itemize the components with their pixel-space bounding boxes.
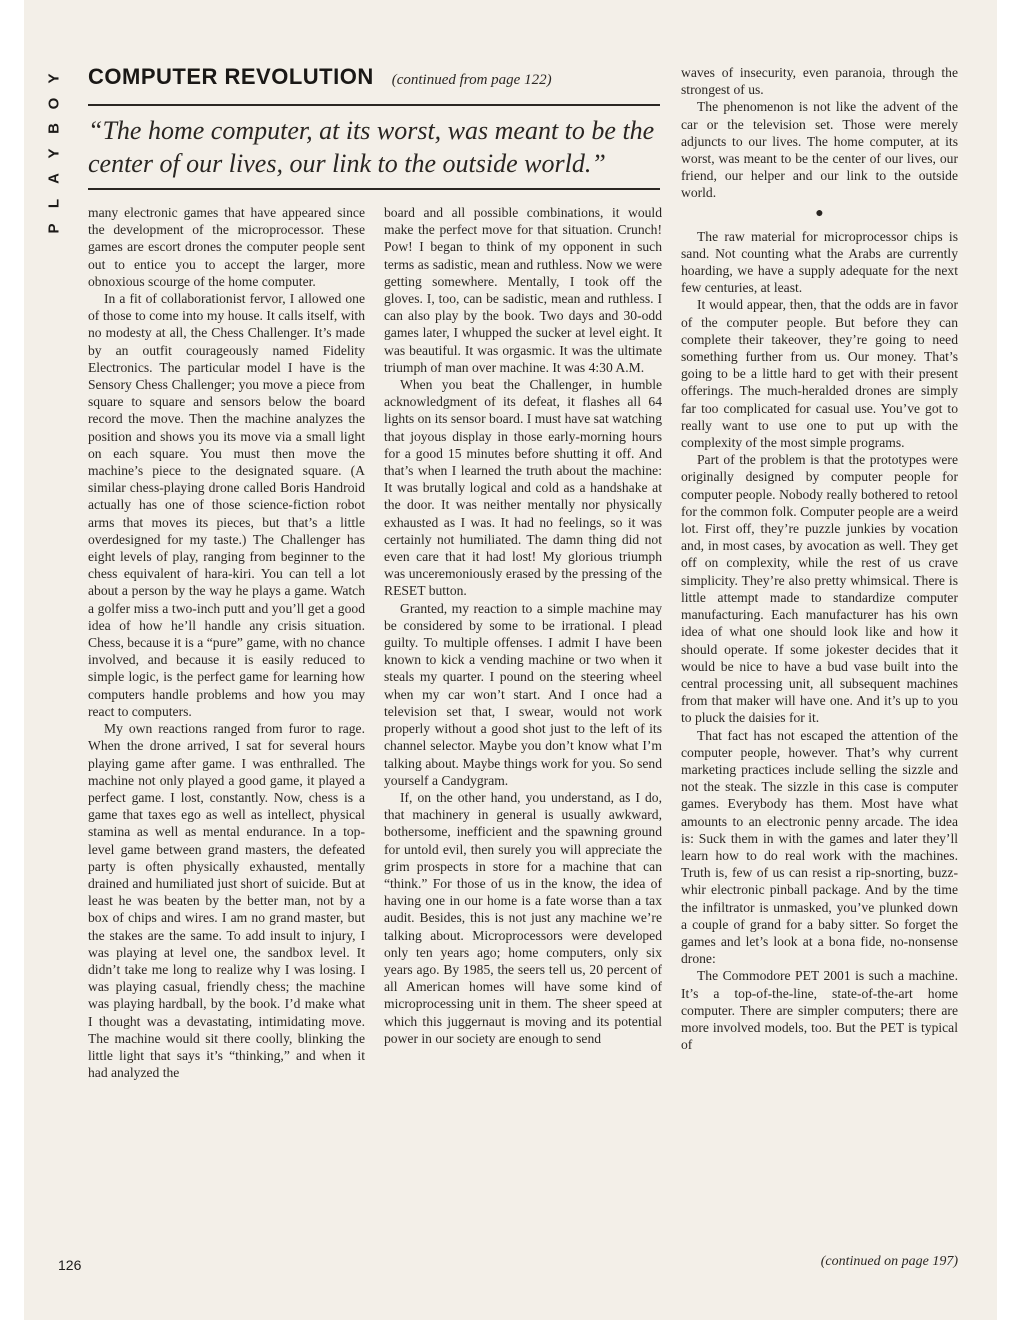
text-column-3 bbox=[681, 64, 958, 1256]
paragraph: The phenomenon is not like the advent of the car or the television set. Those were merely adjuncts to our lives. The home computer, at its worst, was meant to be the center of our lives, our friend, our helper and our link to the outside world. bbox=[681, 99, 958, 201]
magazine-name-vertical bbox=[45, 66, 70, 241]
section-break-dot: ● bbox=[815, 205, 824, 221]
paragraph: When you beat the Challenger, in humble acknowledgment of its defeat, it flashes all 64 lights on its sensor board. I must have sat watching that joyous display in those early-morning hours for a good 15 minutes before shutting it off. And that’s when I learned the truth about the machine: It was brutally logical and cold as a handshake at the door. It was neither mentally nor physically exhausted as I was. It had no feelings, so it was certainly not humiliated. The damn thing did not even care that it had lost! My glorious triumph was unceremoniously erased by the pressing of the RESET button. bbox=[384, 377, 662, 599]
paragraph: In a fit of collaborationist fervor, I allowed one of those to come into my house. It calls itself, with no modesty at all, the Chess Challenger. It’s made by an outfit courageously named Fidelity Electronics. The particular model I have is the Sensory Chess Challenger; you move a piece from square to square and sensors below the board record the move. Then the machine analyzes the position and shows you its move via a small light on each square. You must then move the machine’s piece to the designated square. (A similar chess-playing drone called Boris Handroid actually has one of those science-fiction robot arms that moves its pieces, but that’s a little overdesigned for my taste.) The Challenger has eight levels of play, ranging from beginner to the chess equivalent of hara-kiri. You can tell a lot about a person by the way he plays a game. Watch a golfer miss a two-inch putt and you’ll get a good idea of how he’ll handle any crisis situation. Chess, because it is a “pure” game, with no chance involved, and because it is easily reduced to simple logic, is the perfect game for learning how computers handle problems and how you may react to computers. bbox=[88, 291, 365, 719]
continued-from-note: (continued from page 122) bbox=[391, 72, 552, 88]
header-rule-bottom bbox=[88, 188, 660, 190]
page-number: 126 bbox=[58, 1257, 82, 1273]
paragraph: The raw material for microprocessor chips is sand. Not counting what the Arabs are currently hoarding, we have a supply adequate for the next few centuries, at least. bbox=[681, 228, 958, 296]
paragraph: That fact has not escaped the attention of the computer people, however. That’s why current marketing practices include selling the sizzle and not the steak. The sizzle in this case is computer games. Everybody has them. Most have what amounts to an electronic penny arcade. The idea is: Suck them in with the games and later they’ll learn how to do real work with the machines. Truth is, few of us can resist a rip-snorting, buzz-whir electronic pinball package. And by the time the infiltrator is unmasked, you’ve plunked down a couple of grand for a baby sitter. So forget the games and let’s look at a bona fide, no-nonsense drone: bbox=[681, 727, 958, 967]
paragraph: waves of insecurity, even paranoia, through the strongest of us. bbox=[681, 65, 958, 98]
pull-quote: “The home computer, at its worst, was meant to be the center of our lives, our link to the outside world.” bbox=[88, 116, 655, 178]
paragraph: If, on the other hand, you understand, as I do, that machinery in general is usually awkward, bothersome, inefficient and the spawning ground for untold evil, then surely you will appreciate the grim prospects in store for a machine that can “think.” For those of us in the know, the idea of having one in our home is a fate worse than a tax audit. Besides, this is not just any machine we’re talking about. Microprocessors were developed only ten years ago; home computers, only six years ago. By 1985, the seers tell us, 20 percent of all American homes will have some kind of microprocessing unit in them. The sheer speed at which this juggernaut is moving and its potential power in our society are enough to send bbox=[384, 789, 662, 1046]
article-header bbox=[88, 64, 658, 104]
sidebar-letter: A bbox=[45, 173, 63, 184]
paragraph: The Commodore PET 2001 is such a machine. It’s a top-of-the-line, state-of-the-art home computer. There are simpler computers; there are more involved models, too. But the PET is typical of bbox=[681, 968, 958, 1053]
header-rule-top bbox=[88, 104, 660, 106]
paragraph: It would appear, then, that the odds are in favor of the computer people. But before they can complete their takeover, they’re going to need something further from us. Our money. That’s going to be a little hard to get with their present offerings. The much-heralded drones are simply far too complicated for casual use. You’ve got to really want to use one to put up with the complexity of the most simple programs. bbox=[681, 297, 958, 451]
sidebar-letter: Y bbox=[45, 73, 63, 84]
sidebar-letter: Y bbox=[45, 148, 63, 159]
sidebar-letter: L bbox=[45, 198, 63, 209]
paragraph: My own reactions ranged from furor to rage. When the drone arrived, I sat for several hours playing game after game. I was enthralled. The machine not only played a good game, it played a perfect game. I lost, constantly. Now, chess is a game that taxes ego as well as intellect, physical stamina as well as mental endurance. In a top-level game between grand masters, the defeated party is often physically exhausted, mentally drained and humiliated just short of suicide. But at least he was beaten by the better man, not by a box of chips and wires. I am no grand master, but the stakes are the same. To add insult to injury, I was playing at level one, the sandbox level. It didn’t take me long to realize why I was losing. I was playing casual, friendly chess; the machine was playing hardball, by the book. I’d make what I thought was a devastating, intimidating move. The machine would sit there coolly, blinking the little light that says it’s “thinking,” and when it had analyzed the bbox=[88, 721, 365, 1081]
sidebar-letter: B bbox=[45, 123, 63, 134]
paragraph: board and all possible combinations, it would make the perfect move for that situation. Crunch! Pow! I began to think of my opponent in such terms as sadistic, mean and ruthless. Now we were getting somewhere. Mentally, I took off the gloves. I, too, can be sadistic, mean and ruthless. I can also play by the book. Two days and 30-odd games later, I whupped the sucker at level eight. It was beautiful. It was orgasmic. It was the ultimate triumph of man over machine. It was 4:30 A.M. bbox=[384, 205, 662, 375]
sidebar-letter: P bbox=[45, 223, 63, 234]
text-column-2 bbox=[384, 204, 662, 1274]
sidebar-letter: O bbox=[45, 97, 63, 110]
article-title: COMPUTER REVOLUTION bbox=[88, 64, 374, 89]
paragraph: many electronic games that have appeared since the development of the microprocessor. These games are escort drones the computer people sent out to entice you to accept the larger, more obnoxious scourge of the home computer. bbox=[88, 205, 365, 289]
paragraph: Part of the problem is that the prototypes were originally designed by computer people for computer people. Nobody really bothered to retool for the common folk. Computer people are a weird lot. First off, they’re puzzle junkies by vocation and, in most cases, by avocation as well. They get off on complexity, while the rest of us crave simplicity. They’re also pretty whimsical. There is little attempt made to standardize computer manufacturing. Each manufacturer has his own idea of what one should look like and how it should operate. If some jokester decides that it would be nice to have a bud vase built into the central processing unit, all subsequent machines from that maker will have one. And it’s up to you to pluck the daisies for it. bbox=[681, 452, 958, 726]
text-column-1 bbox=[88, 204, 365, 1274]
paragraph: Granted, my reaction to a simple machine may be considered by some to be irrational. I plead guilty. To multiple offenses. I admit I have been known to kick a vending machine or two when it steals my quarter. I pound on the steering wheel when my car won’t start. And I once had a television set that, I swear, would not work properly without a good shot just to the left of its channel selector. Maybe you don’t know what I’m talking about. Maybe things work for you. So send yourself a Candygram. bbox=[384, 600, 662, 788]
continued-on-note: (continued on page 197) bbox=[820, 1254, 958, 1269]
